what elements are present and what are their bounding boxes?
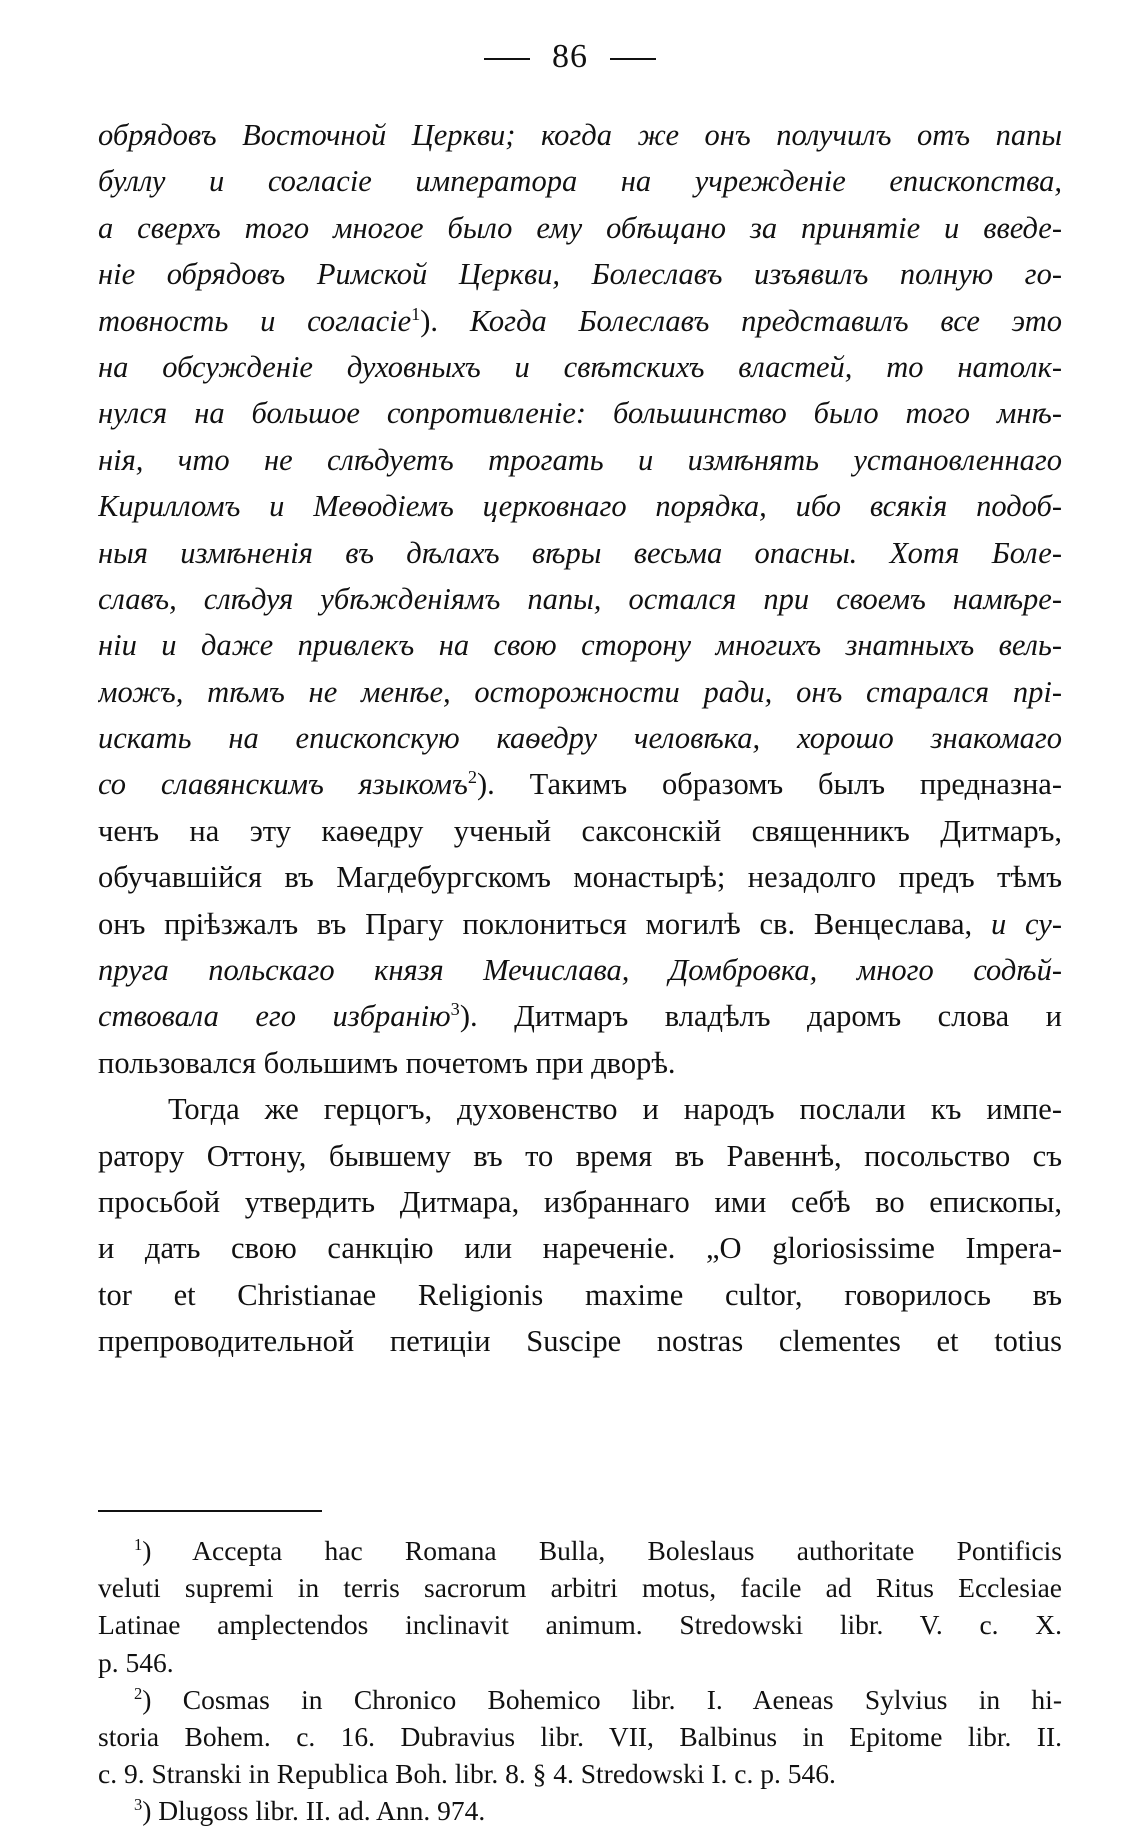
text-segment: ). Такимъ образомъ былъ предназна- (476, 767, 1062, 802)
footnote-line (98, 1569, 1062, 1606)
text-line (98, 390, 1062, 436)
text-line (98, 530, 1062, 576)
text-line (98, 1225, 1062, 1271)
text-line (98, 298, 1062, 344)
italic-text: искать на епископскую каѳедру человѣка, хорошо знакомаго (98, 721, 1062, 756)
italic-text: со славянскимъ языкомъ (98, 767, 468, 802)
text-line (98, 901, 1062, 947)
text-segment: и дать свою санкцію или нареченіе. „O gloriosissime Impera- (98, 1231, 1062, 1266)
text-segment: Тогда же герцогъ, духовенство и народъ послали къ импе- (168, 1092, 1062, 1127)
text-line (98, 622, 1062, 668)
text-line (98, 1133, 1062, 1179)
italic-text: ныя измѣненія въ дѣлахъ вѣры весьма опасны. Хотя Боле- (98, 535, 1062, 570)
footnote-text: Accepta hac Romana Bulla, Boleslaus authoritate Pontificis (192, 1535, 1062, 1566)
text-line (98, 947, 1062, 993)
text-line (98, 344, 1062, 390)
footnote-line (98, 1792, 1062, 1829)
text-segment: обучавшійся въ Магдебургскомъ монастырѣ; незадолго предъ тѣмъ (98, 860, 1062, 895)
footnote-marker-paren: ) (142, 1683, 183, 1715)
footnote-marker: 1 (134, 1534, 143, 1554)
text-segment: онъ пріѣзжалъ въ Прагу поклониться могилѣ св. Венцеслава, (98, 906, 991, 941)
italic-text: Кирилломъ и Меѳодіемъ церковнаго порядка, ибо всякія подоб- (98, 489, 1062, 524)
italic-text: обрядовъ Восточной Церкви; когда же онъ получилъ отъ папы (98, 118, 1062, 152)
italic-text: Когда Болеславъ представилъ все это (469, 303, 1062, 338)
footnote-line (98, 1532, 1062, 1569)
text-line (98, 1040, 1062, 1086)
italic-text: и су- (990, 906, 1062, 941)
italic-text: пруга польскаго князя Мечислава, Домбровка, много содѣй- (98, 953, 1062, 988)
text-line (98, 1272, 1062, 1318)
footnote-marker-paren: ) (142, 1535, 193, 1566)
text-line (98, 576, 1062, 622)
footnote-reference: 2 (467, 767, 477, 788)
text-line (98, 808, 1062, 854)
text-line (98, 669, 1062, 715)
footnote-marker: 2 (134, 1683, 143, 1703)
footnote-divider (98, 1510, 322, 1512)
text-line (98, 854, 1062, 900)
footnote-text: c. 9. Stranski in Republica Boh. libr. 8. § 4. Stredowski I. c. p. 546. (98, 1758, 836, 1790)
footnotes (98, 1532, 1062, 1830)
footnote-text: Cosmas in Chronico Bohemico libr. I. Aeneas Sylvius in hi- (182, 1683, 1062, 1715)
footnote-reference: 1 (411, 303, 421, 324)
footnote-text: storia Bohem. c. 16. Dubravius libr. VII, Balbinus in Epitome libr. II. (98, 1720, 1062, 1752)
italic-text: на обсужденіе духовныхъ и свѣтскихъ властей, то натолк- (98, 349, 1062, 384)
footnote-marker-paren: ) (142, 1795, 159, 1827)
text-segment: препроводительной петиціи Suscipe nostras clementes et totius (98, 1324, 1062, 1359)
text-segment: ). Дитмаръ владѣлъ даромъ слова и (459, 999, 1062, 1034)
footnote-line (98, 1644, 1062, 1681)
footnote-text: Latinae amplectendos inclinavit animum. Stredowski libr. V. c. X. (98, 1609, 1062, 1641)
text-line (98, 437, 1062, 483)
italic-text: буллу и согласіе императора на учрежденіе епископства, (98, 164, 1062, 199)
footnote-text: p. 546. (98, 1646, 174, 1678)
italic-text: а сверхъ того многое было ему обѣщано за принятіе и введе- (98, 210, 1062, 245)
text-line (98, 1318, 1062, 1364)
main-text (98, 112, 1062, 1365)
footnote-reference: 3 (450, 999, 460, 1020)
italic-text: ніи и даже привлекъ на свою сторону многихъ знатныхъ вель- (98, 628, 1062, 663)
footnote-text: veluti supremi in terris sacrorum arbitri motus, facile ad Ritus Ecclesiae (98, 1572, 1062, 1604)
footnote-line (98, 1681, 1062, 1718)
text-segment: просьбой утвердить Дитмара, избраннаго ими себѣ во епископы, (98, 1184, 1062, 1219)
footnote-line (98, 1606, 1062, 1643)
text-segment: пользовался большимъ почетомъ при дворѣ. (98, 1045, 676, 1080)
header-dash-right (610, 58, 656, 60)
text-line (98, 205, 1062, 251)
italic-text: ствовала его избранію (98, 999, 451, 1034)
text-line (98, 112, 1062, 158)
text-line (98, 715, 1062, 761)
text-segment: ). (420, 303, 470, 338)
text-segment: tor et Christianae Religionis maxime cultor, говорилось въ (98, 1277, 1062, 1312)
italic-text: можъ, тѣмъ не менѣе, осторожности ради, онъ старался прі- (98, 674, 1062, 709)
italic-text: нулся на большое сопротивленіе: большинство было того мнѣ- (98, 396, 1062, 431)
text-line (98, 158, 1062, 204)
footnote-line (98, 1718, 1062, 1755)
text-line (98, 761, 1062, 807)
text-line (98, 1179, 1062, 1225)
text-segment: ченъ на эту каѳедру ученый саксонскій священникъ Дитмаръ, (98, 813, 1062, 848)
text-line (98, 251, 1062, 297)
italic-text: товность и согласіе (98, 303, 412, 338)
text-line (98, 483, 1062, 529)
footnote-text: Dlugoss libr. II. ad. Ann. 974. (158, 1795, 486, 1827)
footnote-marker: 3 (134, 1795, 143, 1815)
page-header (0, 38, 1140, 76)
italic-text: ніе обрядовъ Римской Церкви, Болеславъ изъявилъ полную го- (98, 257, 1062, 292)
header-dash-left (484, 58, 530, 60)
footnote-line (98, 1755, 1062, 1792)
text-segment: ратору Оттону, бывшему въ то время въ Равеннѣ, посольство съ (98, 1138, 1062, 1173)
page-number: 86 (552, 38, 588, 75)
text-line (98, 993, 1062, 1039)
text-line (98, 1086, 1062, 1132)
italic-text: славъ, слѣдуя убѣжденіямъ папы, остался при своемъ намѣре- (98, 581, 1062, 616)
italic-text: нія, что не слѣдуетъ трогать и измѣнять установленнаго (98, 442, 1062, 477)
